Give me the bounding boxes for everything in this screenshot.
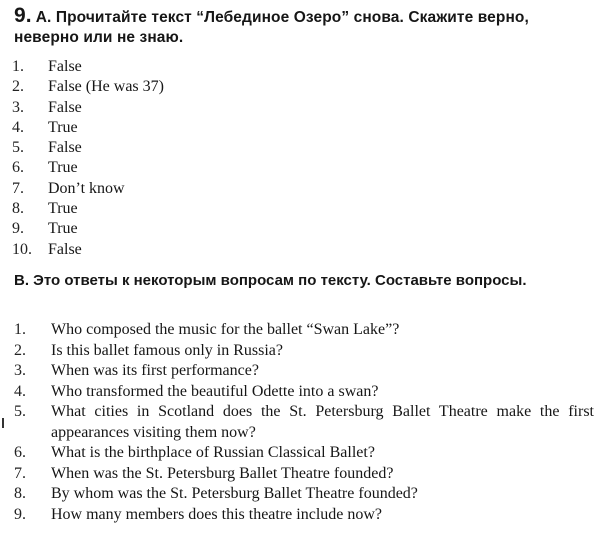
question-text: When was its first performance? [51, 362, 259, 379]
question-text: How many members does this theatre include now? [51, 505, 383, 523]
answer-text: True [48, 200, 78, 218]
answer-item [12, 199, 164, 219]
exercise-number: 9. [14, 4, 32, 27]
answer-text: True [48, 118, 78, 136]
answer-item [12, 118, 164, 138]
exercise-heading [14, 6, 594, 48]
answer-text: True [48, 220, 78, 238]
question-number: 7. [14, 464, 26, 482]
answer-number: 9. [12, 220, 24, 238]
question-text: What is the birthplace of Russian Classical Ballet? [51, 444, 375, 461]
answer-text: False [48, 98, 82, 116]
question-number: 1. [14, 321, 26, 338]
answer-number: 3. [12, 98, 24, 116]
margin-mark [2, 418, 4, 428]
part-b-heading: В. Это ответы к некоторым вопросам по тексту. Составьте вопросы. [14, 272, 527, 289]
answer-text: False [48, 58, 82, 75]
answer-number: 5. [12, 139, 24, 157]
question-item [14, 443, 594, 464]
question-number: 9. [14, 505, 26, 523]
answer-list-a [12, 57, 164, 260]
answer-number: 2. [12, 78, 24, 96]
answer-number: 1. [12, 58, 24, 75]
answer-text: False (He was 37) [48, 78, 164, 96]
question-number: 8. [14, 485, 26, 502]
question-item [14, 341, 594, 362]
question-item [14, 464, 594, 485]
question-item [14, 382, 594, 403]
question-item [14, 402, 594, 443]
answer-item [12, 138, 164, 158]
question-number: 6. [14, 444, 26, 461]
answer-number: 7. [12, 179, 24, 197]
question-item [14, 505, 594, 526]
exercise-instruction: А. Прочитайте текст “Лебединое Озеро” снова. Скажите верно, неверно или не знаю. [14, 9, 529, 46]
question-item [14, 320, 594, 341]
question-number: 5. [14, 403, 26, 420]
answer-item [12, 98, 164, 118]
question-text: Who transformed the beautiful Odette into a swan? [51, 382, 379, 400]
answer-number: 10. [12, 240, 32, 258]
answer-text: Don’t know [48, 179, 125, 197]
answer-item [12, 77, 164, 97]
question-number: 3. [14, 362, 26, 379]
answer-text: False [48, 240, 82, 258]
question-text: By whom was the St. Petersburg Ballet Theatre founded? [51, 485, 418, 502]
question-text: What cities in Scotland does the St. Petersburg Ballet Theatre make the first appearances visiting them now? [51, 403, 594, 441]
answer-item [12, 179, 164, 199]
answer-item [12, 240, 164, 260]
question-text: Who composed the music for the ballet “Swan Lake”? [51, 321, 400, 338]
answer-number: 6. [12, 159, 24, 177]
question-item [14, 361, 594, 382]
answer-text: False [48, 139, 82, 157]
answer-item [12, 57, 164, 77]
question-number: 2. [14, 341, 26, 359]
answer-item [12, 158, 164, 178]
question-text: When was the St. Petersburg Ballet Theatre founded? [51, 464, 394, 482]
answer-item [12, 219, 164, 239]
question-text: Is this ballet famous only in Russia? [51, 341, 283, 359]
question-number: 4. [14, 382, 26, 400]
answer-number: 4. [12, 118, 24, 136]
question-list-b [14, 320, 594, 525]
question-item [14, 484, 594, 505]
answer-text: True [48, 159, 78, 177]
answer-number: 8. [12, 200, 24, 218]
